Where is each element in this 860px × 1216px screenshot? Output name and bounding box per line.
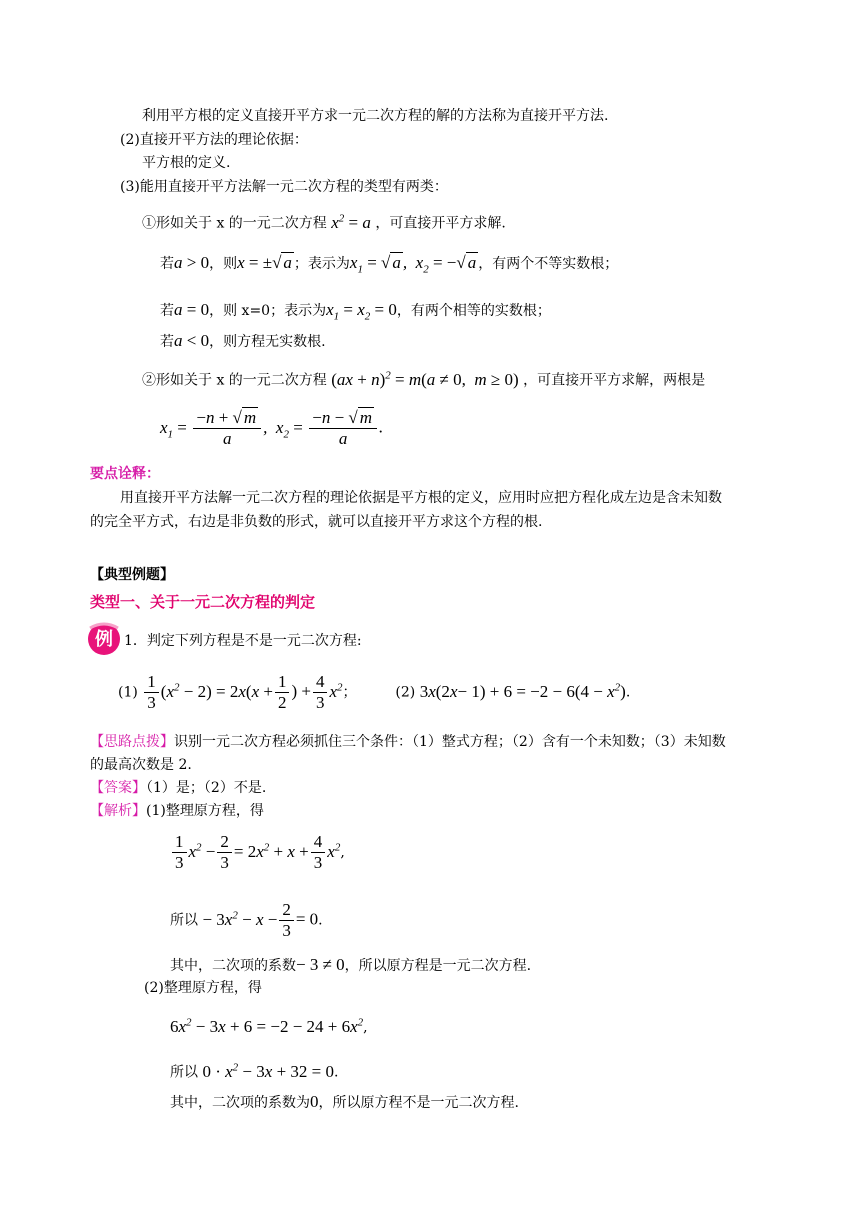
text-line: (3)能用直接开平方法解一元二次方程的类型有两类： — [120, 179, 448, 195]
type-two-line: ②形如关于 x 的一元二次方程 (ax + n)$^2$ = m(a ≠ 0, m ≥ 0) ，可直接开平方求解，两根是 — [142, 369, 706, 389]
case-zero-line: 若a = 0，则 x=0；表示为$x_1 = x_2 = 0$，有两个相等的实数根； — [160, 300, 551, 323]
analysis-line: (2)整理原方程，得 — [144, 980, 262, 996]
analysis-conclusion: 其中，二次项的系数为0，所以原方程不是一元二次方程. — [170, 1092, 519, 1111]
section-title: 【典型例题】 — [90, 567, 174, 583]
analysis-equation: 所以 $0 \cdot x^2 - 3x + 32 = 0$. — [170, 1061, 339, 1081]
key-point-text: 的完全平方式，右边是非负数的形式，就可以直接开平方求这个方程的根. — [90, 514, 543, 530]
example-badge-icon — [86, 620, 122, 656]
analysis-equation: 所以 − $3x^2 - x$ − $\frac{2}{3}$ = 0. — [170, 900, 323, 940]
case-negative-line: 若a < 0，则方程无实数根. — [160, 331, 326, 350]
text-line: 利用平方根的定义直接开平方求一元二次方程的解的方法称为直接开平方法. — [142, 108, 609, 124]
text-line: 平方根的定义. — [142, 155, 231, 171]
hint-line: 的最高次数是 2. — [90, 757, 192, 773]
roots-formula: $x_1$ = $\frac{-n + √ m}{a}$ , $x_2$ = $\frac{-n - √ m}{a}$ . — [160, 408, 384, 448]
type-heading: 类型一、关于一元二次方程的判定 — [90, 593, 316, 611]
hint-line: 【思路点拨】识别一元二次方程必须抓住三个条件：（1）整式方程；（2）含有一个未知数；（3）未知数 — [90, 734, 726, 750]
analysis-equation: $6x^2 - 3x + 6 = -2 - 24 + 6x^2$, — [170, 1016, 368, 1036]
svg-text:例: 例 — [95, 629, 113, 650]
answer-line: 【答案】（1）是；（2）不是. — [90, 780, 267, 796]
type-one-line: ①形如关于 x 的一元二次方程 $x^2 = a$ ，可直接开平方求解. — [142, 212, 506, 232]
question-text: 1．判定下列方程是不是一元二次方程: — [124, 633, 362, 649]
text-line: (2)直接开平方法的理论依据： — [120, 132, 308, 148]
key-point-text: 用直接开平方法解一元二次方程的理论依据是平方根的定义，应用时应把方程化成左边是含未知数 — [120, 490, 722, 506]
analysis-line: 【解析】(1)整理原方程，得 — [90, 803, 264, 819]
case-positive-line: 若a > 0，则x = ±√ a ；表示为$x_1$ = √ a , $x_2$ = −√ a ，有两个不等实数根； — [160, 253, 619, 276]
key-point-title: 要点诠释： — [90, 466, 160, 482]
analysis-equation: $\frac{1}{3}$ $x^2$ − $\frac{2}{3}$ = $2x^2 + x$ + $\frac{4}{3}$ $x^2$, — [170, 832, 345, 873]
analysis-conclusion: 其中，二次项的系数− 3 ≠ 0，所以原方程是一元二次方程. — [170, 955, 532, 974]
equation-row: (1) $\frac{1}{3}$ $(x^2 - 2) = 2x(x$ + $\frac{1}{2}$ ) + $\frac{4}{3}$ $x^2$； (2) $3x(2x- 1) + 6 = -2 - 6(4 - x^2)$. — [118, 672, 631, 712]
